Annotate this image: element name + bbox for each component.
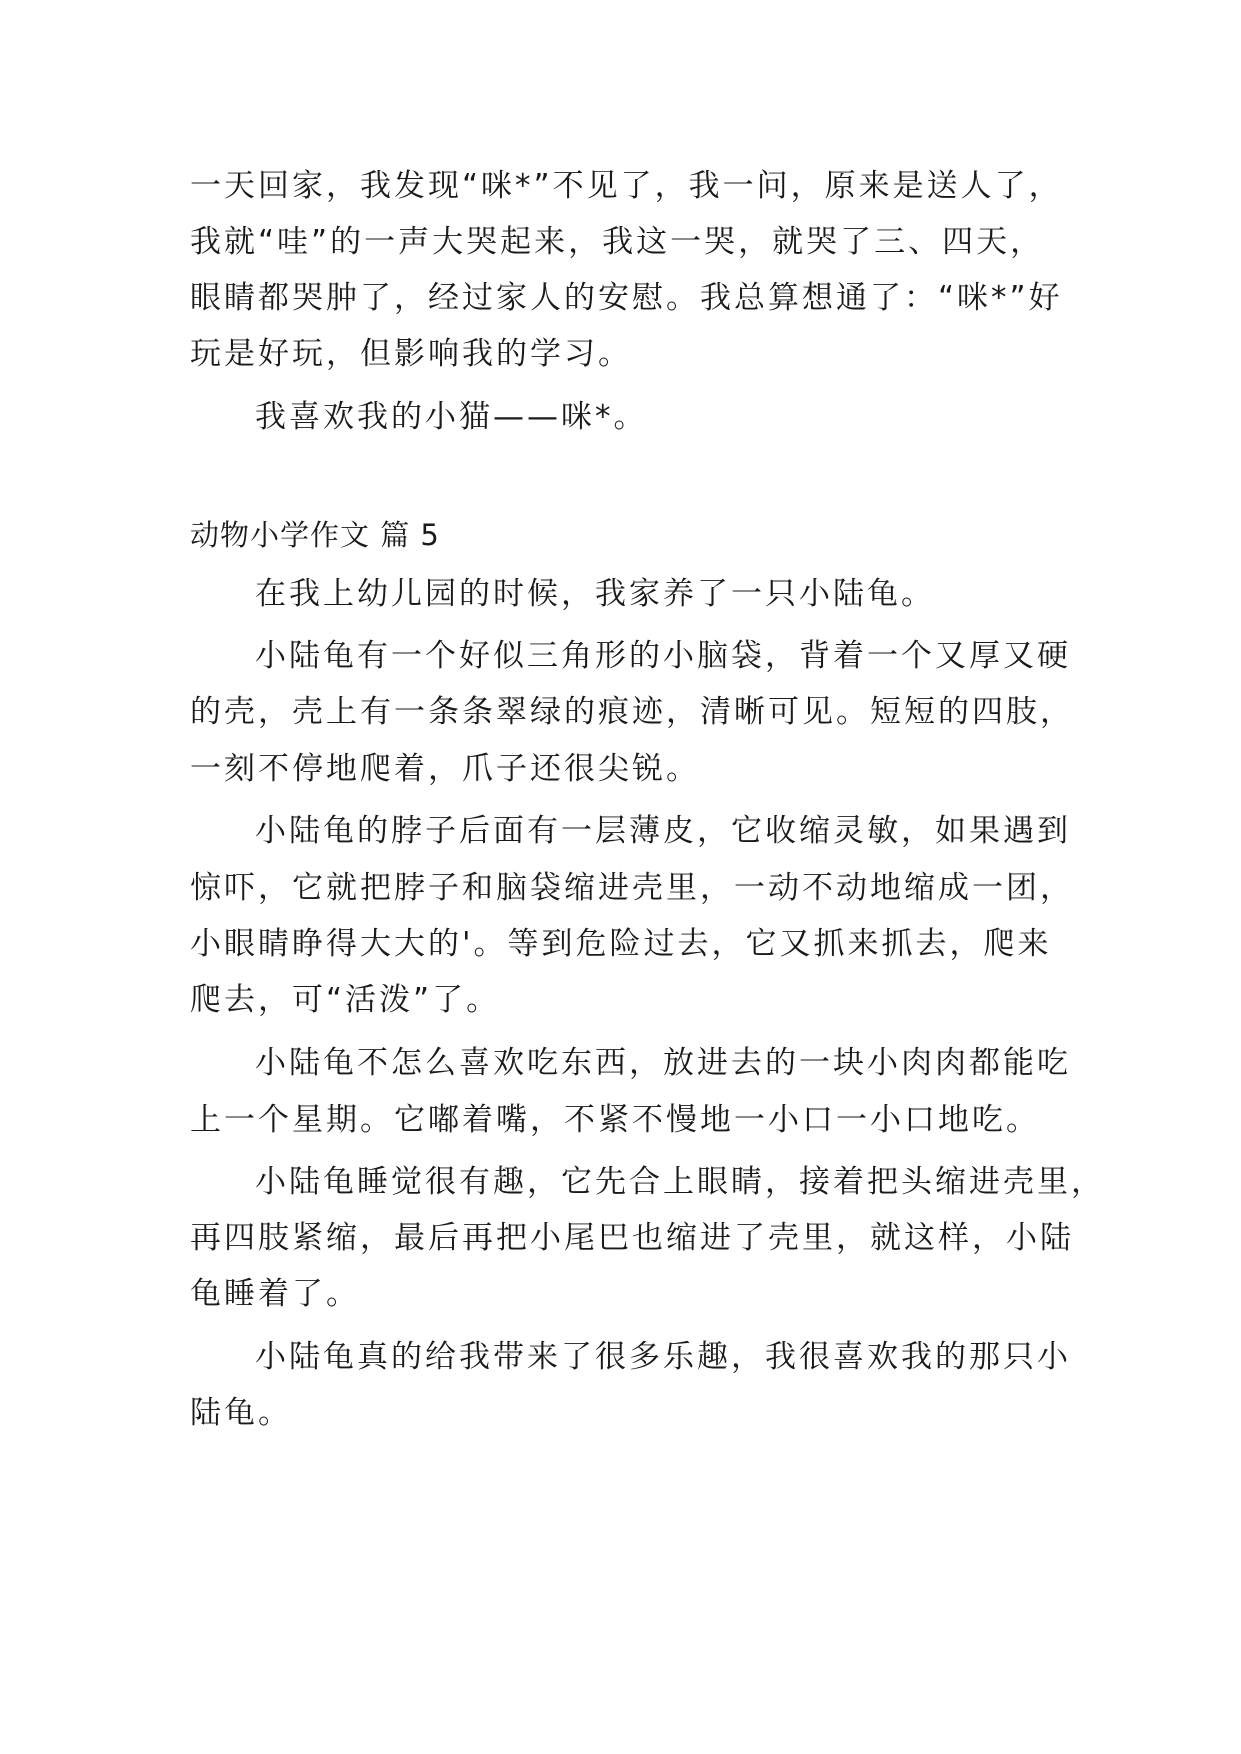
paragraph-line: 再四肢紧缩，最后再把小尾巴也缩进了壳里，就这样，小陆 [190,1220,1074,1256]
paragraph-line: 玩是好玩，但影响我的学习。 [190,336,632,372]
paragraph-line: 小眼睛睁得大大的'。等到危险过去，它又抓来抓去，爬来 [190,926,1052,962]
paragraph-line: 我喜欢我的小猫——咪*。 [255,399,648,435]
paragraph-line: 小陆龟有一个好似三角形的小脑袋，背着一个又厚又硬 [255,638,1071,674]
paragraph-line: 一天回家，我发现“咪*”不见了，我一问，原来是送人了， [190,168,1063,204]
paragraph-line: 惊吓，它就把脖子和脑袋缩进壳里，一动不动地缩成一团， [190,870,1074,906]
paragraph-line: 眼睛都哭肿了，经过家人的安慰。我总算想通了：“咪*”好 [190,280,1063,316]
paragraph-line: 的壳，壳上有一条条翠绿的痕迹，清晰可见。短短的四肢， [190,694,1074,730]
essay-title: 动物小学作文 篇 5 [190,518,440,552]
paragraph-line: 爬去，可“活泼”了。 [190,982,501,1018]
paragraph-line: 小陆龟睡觉很有趣，它先合上眼睛，接着把头缩进壳里， [255,1164,1105,1200]
paragraph-line: 小陆龟不怎么喜欢吃东西，放进去的一块小肉肉都能吃 [255,1045,1071,1081]
paragraph-line: 一刻不停地爬着，爪子还很尖锐。 [190,751,700,787]
paragraph-line: 我就“哇”的一声大哭起来，我这一哭，就哭了三、四天， [190,224,1045,260]
paragraph-line: 在我上幼儿园的时候，我家养了一只小陆龟。 [255,576,935,612]
paragraph-line: 小陆龟的脖子后面有一层薄皮，它收缩灵敏，如果遇到 [255,813,1071,849]
paragraph-line: 龟睡着了。 [190,1276,360,1312]
paragraph-line: 小陆龟真的给我带来了很多乐趣，我很喜欢我的那只小 [255,1339,1071,1375]
paragraph-line: 陆龟。 [190,1395,292,1431]
paragraph-line: 上一个星期。它嘟着嘴，不紧不慢地一小口一小口地吃。 [190,1102,1040,1138]
